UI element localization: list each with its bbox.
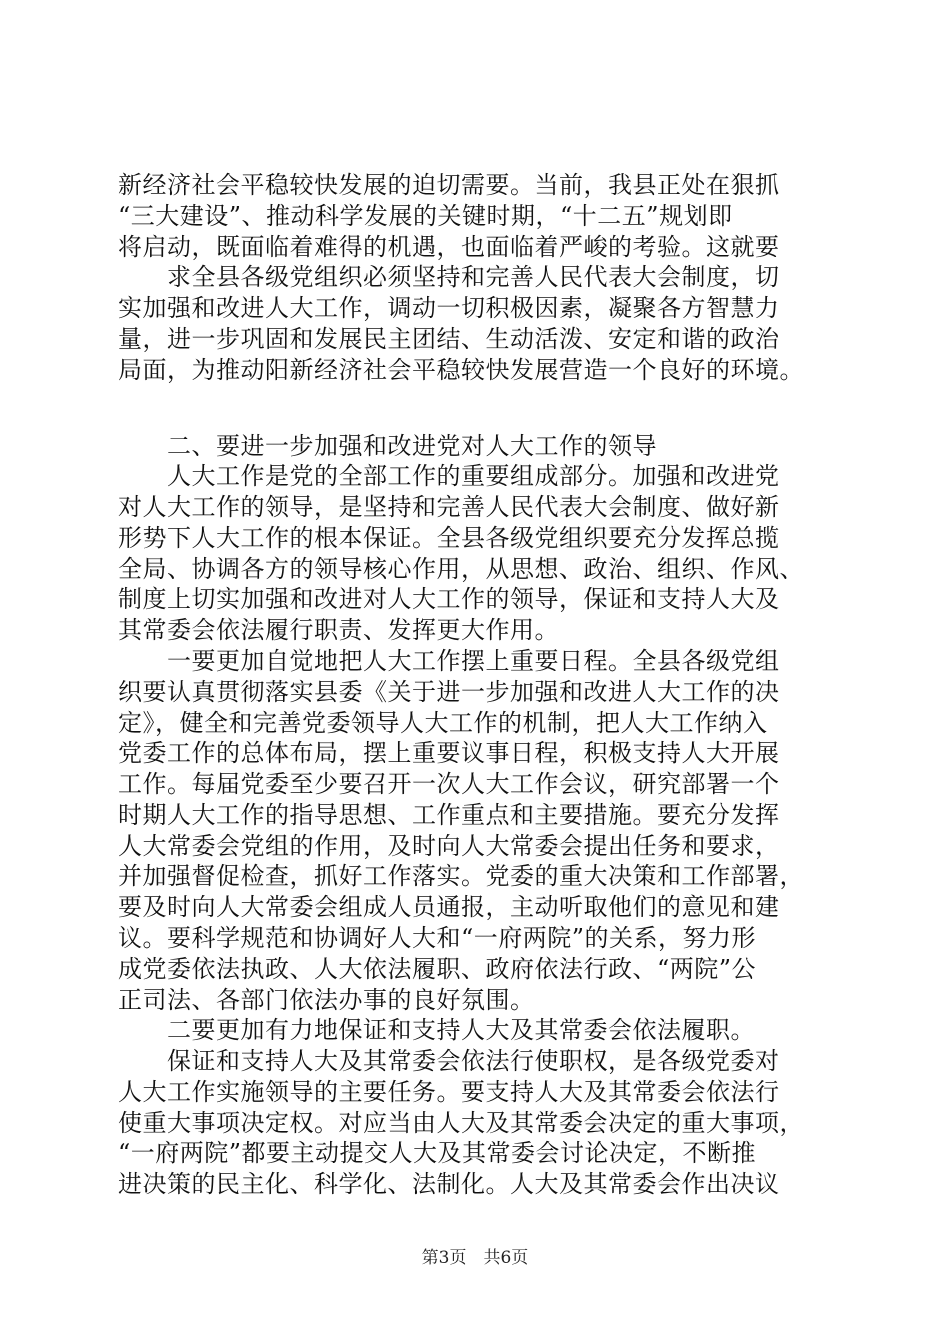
text-line: 对人大工作的领导，是坚持和完善人民代表大会制度、做好新: [118, 493, 780, 521]
text-line: 全局、协调各方的领导核心作用，从思想、政治、组织、作风、: [118, 554, 804, 583]
text-line: 保证和支持人大及其常委会依法行使职权，是各级党委对: [118, 1047, 780, 1076]
text-line: “一府两院”都要主动提交人大及其常委会讨论决定，不断推: [118, 1139, 757, 1168]
text-line: 求全县各级党组织必须坚持和完善人民代表大会制度，切: [118, 263, 780, 292]
text-line: 制度上切实加强和改进对人大工作的领导，保证和支持人大及: [118, 585, 780, 614]
text-line: 工作。每届党委至少要召开一次人大工作会议，研究部署一个: [118, 770, 780, 799]
text-line: 实加强和改进人大工作，调动一切积极因素，凝聚各方智慧力: [118, 294, 780, 323]
text-line: 一要更加自觉地把人大工作摆上重要日程。全县各级党组: [118, 646, 780, 675]
text-line: 议。要科学规范和协调好人大和“一府两院”的关系，努力形: [118, 924, 757, 952]
text-line: “三大建设”、推动科学发展的关键时期，“十二五”规划即: [118, 201, 733, 230]
text-line: 党委工作的总体布局，摆上重要议事日程，积极支持人大开展: [118, 739, 780, 768]
text-line: 人大工作实施领导的主要任务。要支持人大及其常委会依法行: [118, 1077, 780, 1106]
text-line: 正司法、各部门依法办事的良好氛围。: [118, 985, 535, 1014]
text-line: 将启动，既面临着难得的机遇，也面临着严峻的考验。这就要: [118, 232, 780, 261]
page-number-footer: 第3页 共6页: [421, 1248, 529, 1268]
text-line: 时期人大工作的指导思想、工作重点和主要措施。要充分发挥: [118, 800, 780, 829]
text-line: 成党委依法执政、人大依法履职、政府依法行政、“两院”公: [118, 954, 757, 983]
text-line: 量，进一步巩固和发展民主团结、生动活泼、安定和谐的政治: [118, 324, 780, 353]
text-line: 进决策的民主化、科学化、法制化。人大及其常委会作出决议: [118, 1170, 780, 1199]
text-line: 局面，为推动阳新经济社会平稳较快发展营造一个良好的环境。: [118, 355, 804, 384]
text-line: 并加强督促检查，抓好工作落实。党委的重大决策和工作部署，: [118, 862, 804, 891]
text-line: 二要更加有力地保证和支持人大及其常委会依法履职。: [118, 1016, 755, 1045]
text-line: 人大常委会党组的作用，及时向人大常委会提出任务和要求，: [118, 831, 780, 860]
text-line: 织要认真贯彻落实县委《关于进一步加强和改进人大工作的决: [118, 677, 780, 706]
text-line: 定》，健全和完善党委领导人大工作的机制，把人大工作纳入: [118, 708, 768, 737]
section-heading: 二、要进一步加强和改进党对人大工作的领导: [118, 431, 657, 460]
text-line: 其常委会依法履行职责、发挥更大作用。: [118, 616, 559, 645]
text-line: 形势下人大工作的根本保证。全县各级党组织要充分发挥总揽: [118, 523, 780, 552]
text-line: 要及时向人大常委会组成人员通报，主动听取他们的意见和建: [118, 893, 780, 922]
text-line: 人大工作是党的全部工作的重要组成部分。加强和改进党: [118, 462, 780, 491]
text-line: 新经济社会平稳较快发展的迫切需要。当前，我县正处在狠抓: [118, 171, 780, 199]
text-line: 使重大事项决定权。对应当由人大及其常委会决定的重大事项，: [118, 1108, 804, 1137]
